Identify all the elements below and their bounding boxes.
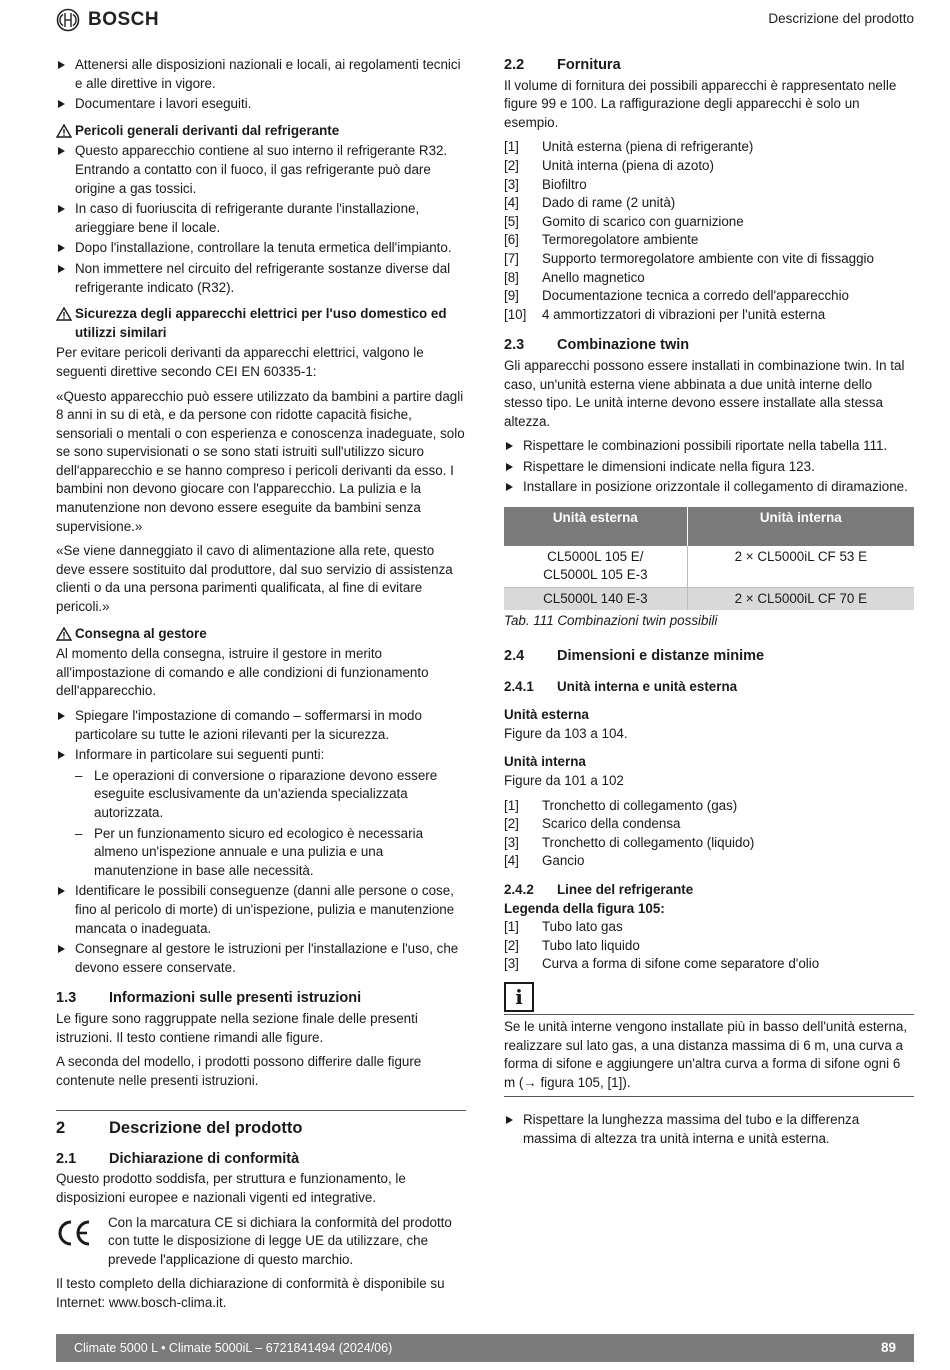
bullet-item: Rispettare la lunghezza massima del tubo e la differenza massima di altezza tra unità interna e unità esterna. bbox=[504, 1111, 914, 1148]
bullet-item: Questo apparecchio contiene al suo interno il refrigerante R32. Entrando a contatto con il fuoco, il gas refrigerante può dare origine a gas tossici. bbox=[56, 142, 466, 198]
paragraph: Figure da 103 a 104. bbox=[504, 725, 628, 741]
list-item: [10] 4 ammortizzatori di vibrazioni per l'unità esterna bbox=[504, 306, 826, 322]
page-footer bbox=[56, 1334, 914, 1362]
paragraph: Gli apparecchi possono essere installati in combinazione twin. In tal caso, un'unità esterna viene abbinata a due unità interne dello stesso tipo. Le unità interne devono essere installate alla stessa altezza. bbox=[504, 357, 905, 429]
bosch-armature-icon bbox=[56, 8, 80, 32]
delivery-items-list bbox=[504, 138, 914, 324]
dash-list bbox=[75, 767, 466, 881]
info-icon: i bbox=[504, 982, 534, 1012]
section-heading-2-1: 2.1 Dichiarazione di conformità bbox=[56, 1150, 300, 1167]
chapter-heading-2: 2 Descrizione del prodotto bbox=[56, 1119, 303, 1138]
section-heading-2-3: 2.3 Combinazione twin bbox=[504, 337, 690, 354]
paragraph: Le figure sono raggruppate nella sezione finale delle presenti istruzioni. Il testo contiene rimandi alle figure. bbox=[56, 1010, 418, 1045]
bullet-item: Installare in posizione orizzontale il collegamento di diramazione. bbox=[504, 478, 914, 497]
section-heading-2-4-1: 2.4.1 Unità interna e unità esterna bbox=[504, 678, 738, 694]
left-column bbox=[56, 56, 466, 1319]
list-item: [4] Dado di rame (2 unità) bbox=[504, 195, 676, 211]
info-note bbox=[504, 982, 914, 1097]
paragraph: Questo prodotto soddisfa, per struttura e funzionamento, le disposizioni europee e nazionali vigenti ed integrative. bbox=[56, 1171, 406, 1206]
paragraph: A seconda del modello, i prodotti possono differire dalle figure contenute nelle presenti istruzioni. bbox=[56, 1054, 422, 1088]
list-item: [2] Scarico della condensa bbox=[504, 816, 681, 832]
list-item: [4] Gancio bbox=[504, 853, 585, 869]
section-heading-2-4-2: 2.4.2 Linee del refrigerante bbox=[504, 881, 694, 897]
twin-bullet-list bbox=[504, 437, 914, 497]
list-item: [2] Unità interna (piena di azoto) bbox=[504, 157, 714, 173]
dash-item: – Per un funzionamento sicuro ed ecologico è necessaria almeno un'ispezione annuale e una pulizia e una manutenzione in base alle necessità. bbox=[75, 825, 466, 881]
list-item: [3] Curva a forma di sifone come separatore d'olio bbox=[504, 956, 820, 972]
dash-item: – Le operazioni di conversione o riparazione devono essere eseguite esclusivamente da un'azienda specializzata autorizzata. bbox=[75, 767, 466, 823]
paragraph: «Questo apparecchio può essere utilizzato da bambini a partire dagli 8 anni in su di età, e da persone con ridotte capacità fisiche, sensoriali o mentali o con esperienza e conoscenza inadeguate, solo se sono supervisionati o se sono stati istruiti sull'utilizzo sicuro dell'apparecchio e se hanno compreso i pericoli derivanti da esso. I bambini non devono giocare con l'apparecchio. La pulizia e la manutenzione non devono essere eseguite da bambini senza supervisione.» bbox=[56, 388, 465, 534]
list-item: [3] Biofiltro bbox=[504, 176, 587, 192]
subheading-indoor-unit: Unità interna bbox=[504, 754, 586, 770]
table-caption: Tab. 111 Combinazioni twin possibili bbox=[504, 613, 718, 629]
list-item: [1] Tubo lato gas bbox=[504, 919, 623, 935]
bullet-item: Documentare i lavori eseguiti. bbox=[56, 95, 466, 114]
running-header-title: Descrizione del prodotto bbox=[768, 11, 914, 26]
refrigerant-lines-legend-list bbox=[504, 918, 914, 974]
section-heading-1-3: 1.3 Informazioni sulle presenti istruzioni bbox=[56, 990, 362, 1007]
table-cell: CL5000L 140 E-3 bbox=[504, 587, 687, 610]
paragraph: Figure da 101 a 102 bbox=[504, 773, 624, 788]
warning-triangle-icon bbox=[56, 307, 72, 321]
intro-bullet-list bbox=[56, 56, 466, 114]
table-row bbox=[504, 546, 914, 588]
list-item: [7] Supporto termoregolatore ambiente con vite di fissaggio bbox=[504, 250, 874, 266]
section-heading-2-2: 2.2 Fornitura bbox=[504, 57, 621, 73]
warning-triangle-icon bbox=[56, 124, 72, 138]
bullet-item: Dopo l'installazione, controllare la tenuta ermetica dell'impianto. bbox=[56, 239, 466, 258]
list-item: [1] Tronchetto di collegamento (gas) bbox=[504, 797, 738, 813]
note-divider bbox=[504, 1014, 914, 1015]
page-header bbox=[56, 6, 914, 36]
paragraph: «Se viene danneggiato il cavo di alimentazione alla rete, questo deve essere sostituito dal produttore, dal suo servizio di assistenza clienti o da una persona parimenti qualificata, al fine di evitare pericoli.» bbox=[56, 543, 453, 615]
bullet-item: Identificare le possibili conseguenze (danni alle persone o cose, fino al pericolo di morte) di un'ispezione, pulizia e manutenzione mancata o inadeguata. bbox=[56, 882, 466, 938]
note-text: Se le unità interne vengono installate più in basso dell'unità esterna, realizzare sul lato gas, a una distanza massima di 6 m, una curva a forma di sifone e aggiungere un'altra curva a forma di sifone ogni 6 m (→ figura 105, [1]). bbox=[504, 1018, 908, 1090]
page-number: 89 bbox=[880, 1340, 896, 1355]
legend-title: Legenda della figura 105: bbox=[504, 900, 665, 916]
ce-mark-icon bbox=[56, 1218, 92, 1248]
table-cell: 2 × CL5000iL CF 70 E bbox=[687, 587, 914, 610]
bullet-item: In caso di fuoriuscita di refrigerante durante l'installazione, arieggiare bene il locale. bbox=[56, 200, 466, 237]
table-row bbox=[504, 587, 914, 610]
bullet-item: Rispettare le dimensioni indicate nella figura 123. bbox=[504, 458, 914, 477]
paragraph: Il volume di fornitura dei possibili apparecchi è rappresentato nelle figure 99 e 100. La raffigurazione degli apparecchi è solo un esempio. bbox=[504, 77, 897, 130]
warning-heading-handover: Consegna al gestore bbox=[56, 625, 466, 644]
section-heading-2-4: 2.4 Dimensioni e distanze minime bbox=[504, 648, 765, 665]
bosch-logo bbox=[56, 8, 159, 32]
paragraph: Al momento della consegna, istruire il gestore in merito all'impostazione di comando e alle condizioni di funzionamento dell'apparecchio. bbox=[56, 646, 429, 699]
bullet-item: Attenersi alle disposizioni nazionali e locali, ai regolamenti tecnici e alle direttive in vigore. bbox=[56, 56, 466, 93]
list-item: [6] Termoregolatore ambiente bbox=[504, 232, 699, 248]
table-header-row bbox=[504, 507, 914, 546]
warning-heading-electrical: Sicurezza degli apparecchi elettrici per l'uso domestico ed utilizzi similari bbox=[56, 305, 466, 342]
paragraph: Il testo completo della dichiarazione di conformità è disponibile su Internet: www.bosch-clima.it. bbox=[56, 1276, 445, 1311]
list-item: [5] Gomito di scarico con guarnizione bbox=[504, 213, 744, 229]
section-divider bbox=[56, 1110, 466, 1111]
footer-document-info: Climate 5000 L • Climate 5000iL – 6721841494 (2024/06) bbox=[74, 1341, 393, 1355]
bullet-item: Non immettere nel circuito del refrigerante sostanze diverse dal refrigerante indicato (R32). bbox=[56, 260, 466, 297]
column-header: Unità esterna bbox=[504, 507, 687, 546]
table-cell: CL5000L 105 E/ CL5000L 105 E-3 bbox=[504, 546, 687, 588]
column-header: Unità interna bbox=[687, 507, 914, 546]
refrigerant-bullet-list bbox=[56, 142, 466, 297]
handover-bullet-list bbox=[56, 707, 466, 977]
subheading-outdoor-unit: Unità esterna bbox=[504, 707, 589, 723]
twin-combinations-table bbox=[504, 507, 914, 610]
table-cell: 2 × CL5000iL CF 53 E bbox=[687, 546, 914, 588]
final-bullet-list bbox=[504, 1111, 914, 1148]
paragraph: Per evitare pericoli derivanti da apparecchi elettrici, valgono le seguenti direttive secondo CEI EN 60335-1: bbox=[56, 345, 424, 379]
bullet-item: Rispettare le combinazioni possibili riportate nella tabella 111. bbox=[504, 437, 914, 456]
right-column bbox=[504, 56, 914, 1155]
bullet-item: Consegnare al gestore le istruzioni per l'installazione e l'uso, che devono essere conservate. bbox=[56, 940, 466, 977]
warning-triangle-icon bbox=[56, 627, 72, 641]
ce-text: Con la marcatura CE si dichiara la conformità del prodotto con tutte le disposizione di legge UE da utilizzare, che prevede l'applicazione di questo marchio. bbox=[108, 1214, 452, 1267]
list-item: [1] Unità esterna (piena di refrigerante) bbox=[504, 139, 754, 155]
bullet-item: Informare in particolare sui seguenti punti: – Le operazioni di conversione o riparazione devono essere eseguite esclusivamente da un'azienda specializzata autorizzata. – Per un funzionamento sicuro ed ecologico è necessaria almeno un'ispezione annuale e una pulizia e una manutenzione in base alle necessità. bbox=[56, 746, 466, 880]
list-item: [8] Anello magnetico bbox=[504, 269, 645, 285]
indoor-unit-legend-list bbox=[504, 797, 914, 871]
bullet-item: Spiegare l'impostazione di comando – soffermarsi in modo particolare su tutte le azioni rilevanti per la sicurezza. bbox=[56, 707, 466, 744]
warning-heading-refrigerant: Pericoli generali derivanti dal refrigerante bbox=[56, 122, 466, 141]
ce-declaration bbox=[56, 1214, 466, 1270]
list-item: [2] Tubo lato liquido bbox=[504, 937, 640, 953]
list-item: [9] Documentazione tecnica a corredo dell'apparecchio bbox=[504, 288, 850, 304]
list-item: [3] Tronchetto di collegamento (liquido) bbox=[504, 834, 755, 850]
brand-name: BOSCH bbox=[88, 8, 160, 30]
